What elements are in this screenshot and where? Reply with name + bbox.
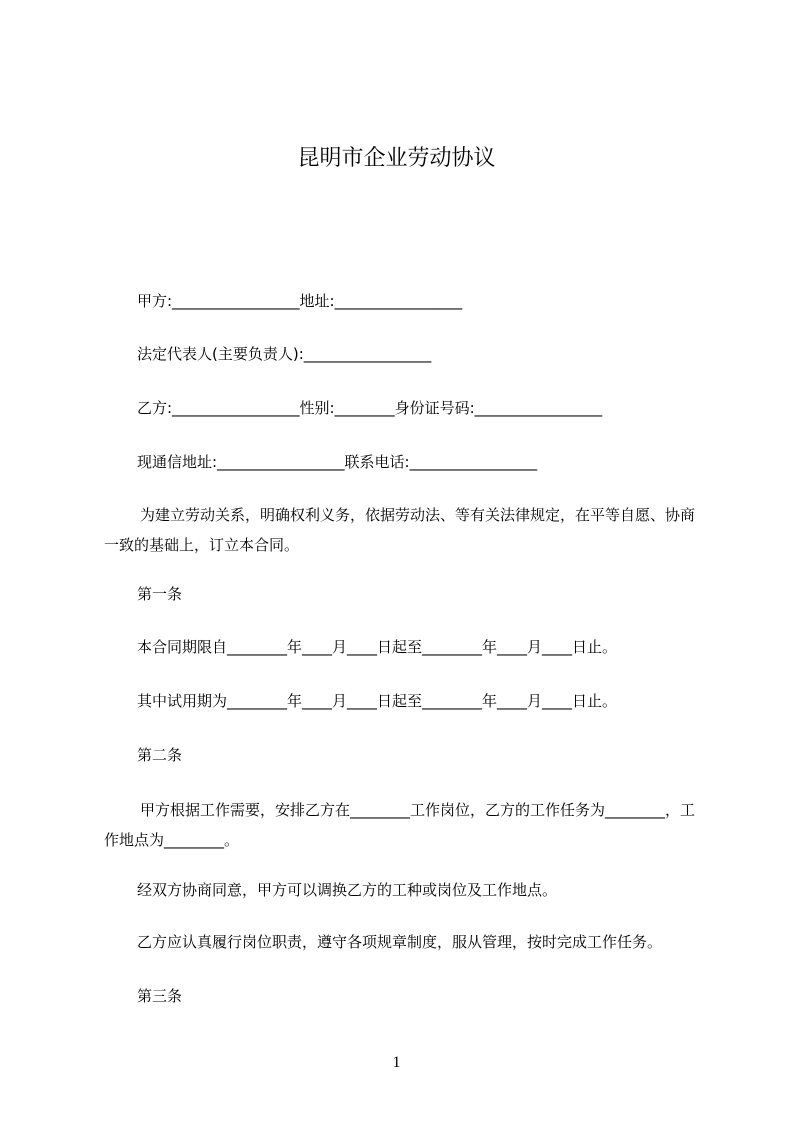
document-title: 昆明市企业劳动协议 xyxy=(297,146,496,171)
party-a-line: 甲方:_________________地址:_________________ xyxy=(137,292,463,310)
contract-term-line: 本合同期限自________年____月____日起至________年____月____日止。 xyxy=(137,638,618,656)
article-2-heading: 第二条 xyxy=(137,746,183,764)
contact-line: 现通信地址:_________________联系电话:_________________ xyxy=(137,453,538,471)
article-3-heading: 第三条 xyxy=(137,987,183,1005)
probation-line: 其中试用期为________年____月____日起至________年____月____日止。 xyxy=(137,692,618,710)
party-b-line: 乙方:_________________性别:________身份证号码:_________________ xyxy=(137,399,603,417)
intro-paragraph-text: 为建立劳动关系，明确权利义务，依据劳动法、等有关法律规定，在平等自愿、协商一致的基础上，订立本合同。 xyxy=(104,506,696,554)
page-number: 1 xyxy=(392,1054,401,1071)
job-paragraph xyxy=(104,795,704,855)
job-paragraph-text: 甲方根据工作需要，安排乙方在________工作岗位，乙方的工作任务为________，工作地点为________。 xyxy=(104,801,696,849)
adjustment-line: 经双方协商同意，甲方可以调换乙方的工种或岗位及工作地点。 xyxy=(137,881,558,899)
article-1-heading: 第一条 xyxy=(137,585,183,603)
duties-line: 乙方应认真履行岗位职责，遵守各项规章制度，服从管理，按时完成工作任务。 xyxy=(137,933,663,951)
legal-representative-line: 法定代表人(主要负责人):_________________ xyxy=(137,345,432,363)
intro-paragraph xyxy=(104,500,704,560)
